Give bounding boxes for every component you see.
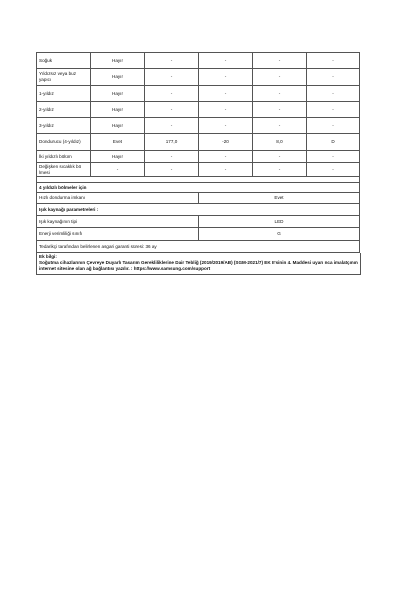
compartment-value: - — [253, 118, 307, 134]
compartment-present: Hayır — [91, 151, 145, 163]
four-star-heading: 4 yıldızlı bölmeler için — [37, 183, 360, 193]
table-row — [37, 163, 360, 177]
compartment-rows — [37, 53, 360, 253]
compartment-value: D — [307, 134, 360, 151]
light-class-row — [37, 228, 360, 241]
table-row — [37, 134, 360, 151]
warranty-row — [37, 241, 360, 253]
light-heading-row — [37, 204, 360, 216]
compartment-value: - — [199, 102, 253, 118]
table-row — [37, 53, 360, 69]
warranty-text: Tedarikçi tarafından belirlenen asgari garanti süresi: 36 ay — [37, 241, 360, 253]
compartment-value: - — [253, 151, 307, 163]
light-type-row — [37, 216, 360, 228]
compartment-value: - — [253, 86, 307, 102]
additional-info-heading: Ek bilgi: — [39, 254, 57, 259]
compartment-value: - — [199, 53, 253, 69]
compartment-value: - — [145, 86, 199, 102]
compartment-value: - — [253, 53, 307, 69]
compartment-present: Evet — [91, 134, 145, 151]
compartment-present: Hayır — [91, 69, 145, 86]
compartment-value: 177,0 — [145, 134, 199, 151]
light-class-label: Enerji verimliliği sınıfı — [37, 228, 199, 241]
fast-freeze-value: Evet — [199, 193, 360, 204]
compartment-value: - — [307, 102, 360, 118]
compartment-value: - — [199, 118, 253, 134]
compartment-value: 8,0 — [253, 134, 307, 151]
table-row — [37, 118, 360, 134]
compartment-value: - — [145, 163, 199, 177]
compartment-name: Soğuk — [37, 53, 91, 69]
compartment-present: - — [91, 163, 145, 177]
compartment-value: - — [253, 102, 307, 118]
compartment-name: 3-yıldız — [37, 118, 91, 134]
compartment-value: - — [145, 102, 199, 118]
light-class-value: G — [199, 228, 360, 241]
additional-info — [36, 253, 361, 275]
compartment-value: - — [145, 53, 199, 69]
compartment-value: - — [253, 69, 307, 86]
compartment-value: - — [307, 69, 360, 86]
compartment-name: Yıldızsız veya buz yapıcı — [37, 69, 91, 86]
light-heading: Işık kaynağı parametreleri : — [37, 204, 360, 216]
compartment-present: Hayır — [91, 102, 145, 118]
compartment-value: - — [145, 118, 199, 134]
four-star-heading-row — [37, 183, 360, 193]
additional-info-text: Soğutma cihazlarının Çevreye Duyarlı Tasarım Gerekliliklerine Dair Tebliğ (2019/2019/AB) (SGM-2021/7) EK II'sinin 4. Maddesi uyarı nca imalatçının internet sitesine olan ağ bağlantısı yazılır. : https://www.samsung.com/support — [39, 260, 358, 271]
table-row — [37, 69, 360, 86]
compartment-value: -20 — [199, 134, 253, 151]
compartment-name: Dondurucu (4-yıldız) — [37, 134, 91, 151]
compartment-present: Hayır — [91, 118, 145, 134]
compartment-value: - — [307, 118, 360, 134]
compartment-name: 2-yıldız — [37, 102, 91, 118]
compartment-name: 1-yıldız — [37, 86, 91, 102]
table-row — [37, 86, 360, 102]
compartment-value: - — [145, 151, 199, 163]
compartment-name: Değişken sıcaklık bö lmesi — [37, 163, 91, 177]
energy-label-document — [36, 52, 359, 275]
compartment-present: Hayır — [91, 86, 145, 102]
compartment-value: - — [199, 86, 253, 102]
compartment-value: - — [199, 69, 253, 86]
compartment-value: - — [307, 86, 360, 102]
compartment-value: - — [199, 151, 253, 163]
light-type-label: Işık kaynağının tipi — [37, 216, 199, 228]
compartment-table — [36, 52, 360, 253]
compartment-value: - — [307, 151, 360, 163]
compartment-value: - — [307, 163, 360, 177]
compartment-name: İki yıldızlı bölüm — [37, 151, 91, 163]
compartment-present: Hayır — [91, 53, 145, 69]
table-row — [37, 102, 360, 118]
compartment-value: - — [145, 69, 199, 86]
compartment-value: - — [199, 163, 253, 177]
fast-freeze-label: Hızlı dondurma imkanı — [37, 193, 199, 204]
compartment-value: - — [253, 163, 307, 177]
table-row — [37, 151, 360, 163]
compartment-value: - — [307, 53, 360, 69]
fast-freeze-row — [37, 193, 360, 204]
light-type-value: LED — [199, 216, 360, 228]
